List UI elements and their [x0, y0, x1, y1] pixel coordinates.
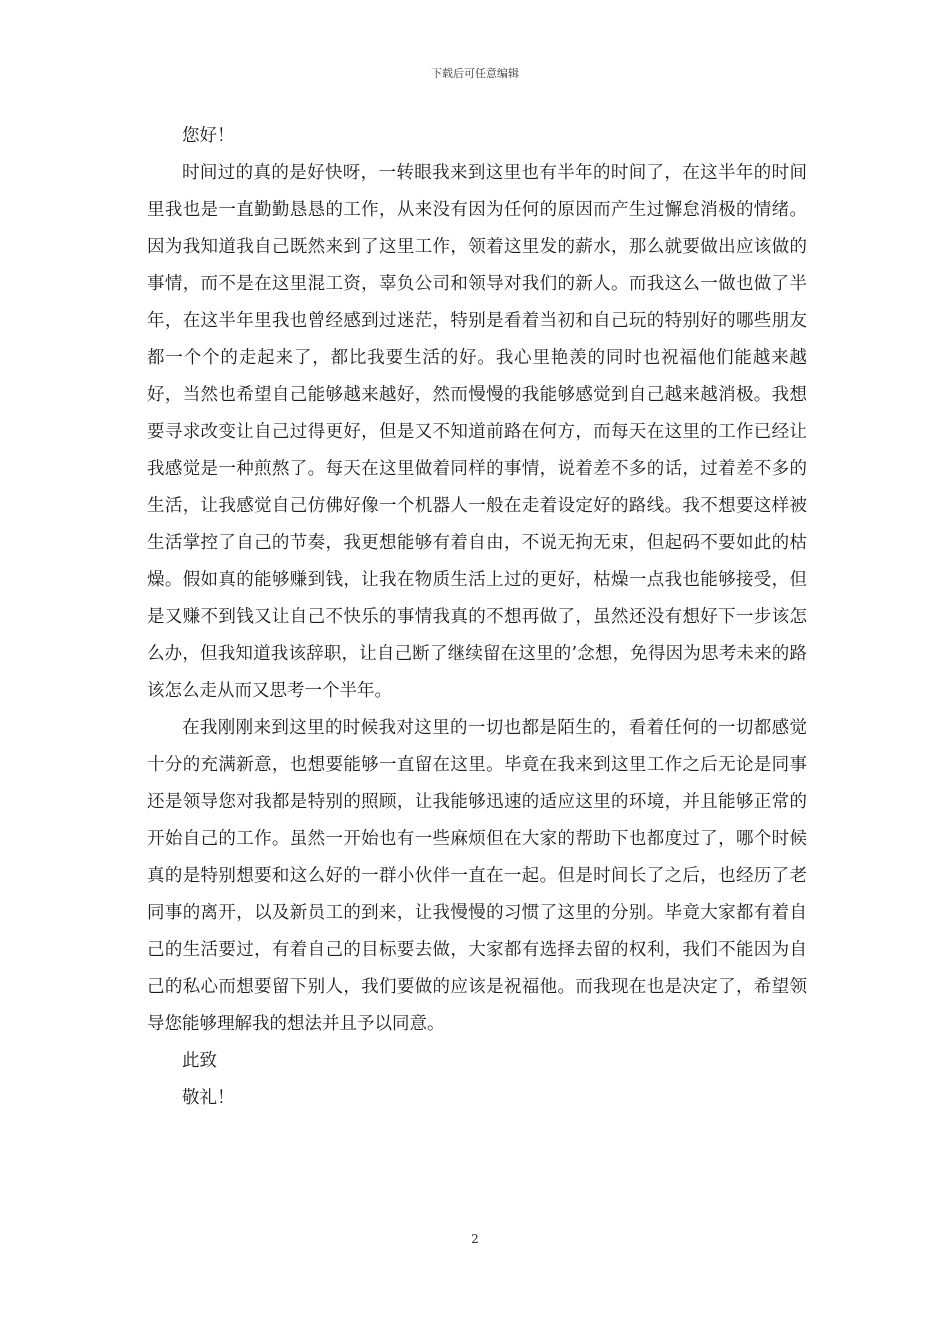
letter-greeting: 您好！ — [182, 126, 235, 146]
letter-paragraph-2: 在我刚刚来到这里的时候我对这里的一切也都是陌生的，看着任何的一切都感觉十分的充满新意，也想要能够一直留在这里。毕竟在我来到这里工作之后无论是同事还是领导您对我都是特别的照顾，让我能够迅速的适应这里的环境，并且能够正常的开始自己的工作。虽然一开始也有一些麻烦但在大家的帮助下也都度过了，哪个时候真的是特别想要和这么好的一群小伙伴一直在一起。但是时间长了之后，也经历了老同事的离开，以及新员工的到来，让我慢慢的习惯了这里的分别。毕竟大家都有着自己的生活要过，有着自己的目标要去做，大家都有选择去留的权利，我们不能因为自己的私心而想要留下别人，我们要做的应该是祝福他。而我现在也是决定了，希望领导您能够理解我的想法并且予以同意。 — [147, 718, 807, 1034]
letter-closing-2: 敬礼！ — [182, 1088, 235, 1108]
letter-body — [147, 118, 807, 1117]
letter-paragraph-1: 时间过的真的是好快呀，一转眼我来到这里也有半年的时间了，在这半年的时间里我也是一直勤勤恳恳的工作，从来没有因为任何的原因而产生过懈怠消极的情绪。因为我知道我自己既然来到了这里工作，领着这里发的薪水，那么就要做出应该做的事情，而不是在这里混工资，辜负公司和领导对我们的新人。而我这么一做也做了半年，在这半年里我也曾经感到过迷茫，特别是看着当初和自己玩的特别好的哪些朋友都一个个的走起来了，都比我要生活的好。我心里艳羡的同时也祝福他们能越来越好，当然也希望自己能够越来越好，然而慢慢的我能够感觉到自己越来越消极。我想要寻求改变让自己过得更好，但是又不知道前路在何方，而每天在这里的工作已经让我感觉是一种煎熬了。每天在这里做着同样的事情，说着差不多的话，过着差不多的生活，让我感觉自己仿佛好像一个机器人一般在走着设定好的路线。我不想要这样被生活掌控了自己的节奏，我更想能够有着自由，不说无拘无束，但起码不要如此的枯燥。假如真的能够赚到钱，让我在物质生活上过的更好，枯燥一点我也能够接受，但是又赚不到钱又让自己不快乐的事情我真的不想再做了，虽然还没有想好下一步该怎么办，但我知道我该辞职，让自己断了继续留在这里的’念想，免得因为思考未来的路该怎么走从而又思考一个半年。 — [147, 163, 807, 701]
letter-closing-1: 此致 — [182, 1051, 217, 1071]
page-header: 下载后可任意编辑 — [431, 67, 519, 80]
page-number: 2 — [471, 1232, 479, 1246]
